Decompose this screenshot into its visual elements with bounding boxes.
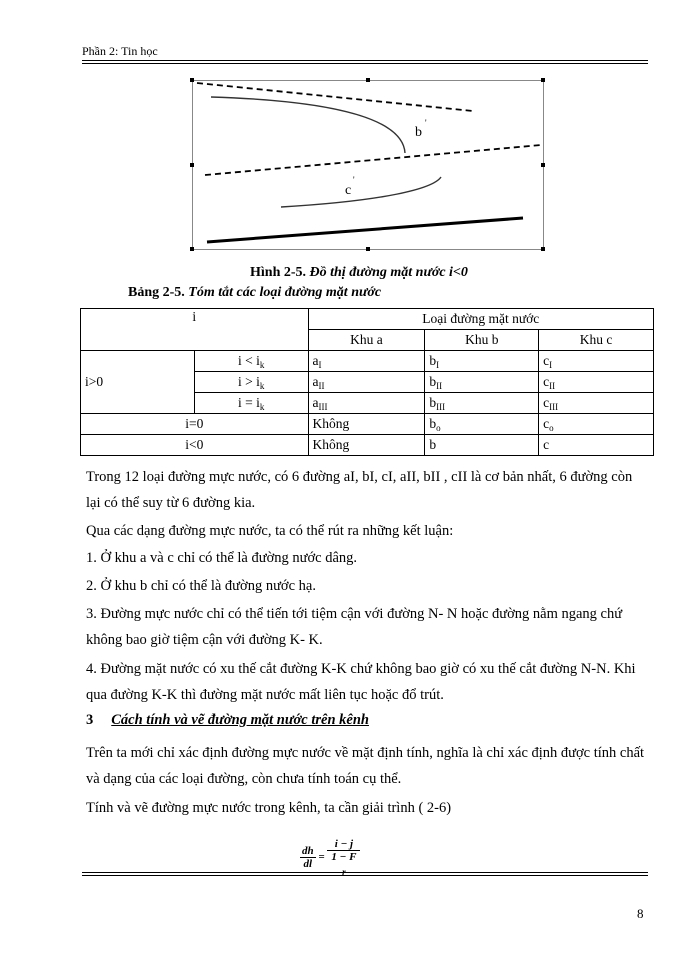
figure-drawing: [193, 81, 543, 249]
table-row: [81, 309, 654, 330]
table-row: [81, 351, 654, 372]
header-khu-b: Khu b: [425, 330, 539, 351]
section-title: Cách tính và vẽ đường mặt nước trên kênh: [111, 712, 369, 728]
footer-rule-bottom: [82, 875, 648, 876]
header-rule-top: [82, 60, 648, 61]
dashed-line-lower: [205, 145, 541, 175]
figure-caption-number: Hình 2-5.: [250, 265, 307, 280]
curve-b: [211, 97, 405, 153]
section-number: 3: [86, 712, 94, 728]
cell-a: $a_{III}$: [308, 393, 425, 414]
cell-a: $a_I$: [308, 351, 425, 372]
cell-a: $a_{II}$: [308, 372, 425, 393]
cell-positive-i: i>0: [81, 351, 195, 414]
cell-b: $b_o$: [425, 414, 539, 435]
cell-b: $b_I$: [425, 351, 539, 372]
footer-rule-top: [82, 872, 648, 873]
table-row: [81, 435, 654, 456]
table-caption: [128, 285, 381, 301]
paragraph: Qua các dạng đường mực nước, ta có thể rút ra những kết luận:: [86, 523, 454, 539]
curve-label-b-prime: ': [425, 118, 427, 128]
header-group: Loại đường mặt nước: [308, 309, 653, 330]
formula-lhs: $\frac{dh}{dl}$: [302, 845, 314, 870]
channel-bed-line: [207, 218, 523, 242]
cell-condition: $i = i_k$: [194, 393, 308, 414]
cell-c: $c_{II}$: [539, 372, 654, 393]
curve-label-c: c: [345, 183, 352, 198]
cell-neg-i: i<0: [81, 435, 309, 456]
cell-condition: $i < i_k$: [194, 351, 308, 372]
cell-b: $b_{II}$: [425, 372, 539, 393]
cell-a: Không: [308, 414, 425, 435]
header-khu-c: Khu c: [539, 330, 654, 351]
table-caption-number: Bảng 2-5.: [128, 285, 185, 300]
cell-b: b: [425, 435, 539, 456]
paragraph: Trên ta mới chỉ xác định đường mực nước về mặt định tính, nghĩa là chỉ xác định được tính chất và dạng của các loại đường, còn chưa tính toán cụ thể.: [86, 745, 645, 787]
formula-equals: =: [318, 851, 325, 864]
dashed-line-upper: [197, 83, 473, 111]
curve-label-b: b: [415, 125, 422, 140]
page-header: Phần 2: Tin học: [82, 44, 158, 58]
paragraph: 4. Đường mặt nước có xu thế cắt đường K-K chứ không bao giờ có xu thế cắt đường N-N. Khi qua đường K-K thì đường mặt nước mất liên tục hoặc đổ trút.: [86, 661, 636, 703]
curve-c: [281, 177, 441, 207]
header-khu-a: Khu a: [308, 330, 425, 351]
table-caption-text: Tóm tắt các loại đường mặt nước: [188, 285, 382, 300]
water-surface-table: [80, 308, 654, 456]
paragraph: 3. Đường mực nước chỉ có thể tiến tới tiệm cận với đường N- N hoặc đường nằm ngang chứ không bao giờ tiệm cận với đường K- K.: [86, 606, 623, 648]
cell-b: $b_{III}$: [425, 393, 539, 414]
figure-caption-text: Đồ thị đường mặt nước i<0: [309, 265, 468, 280]
figure-caption: [250, 265, 468, 281]
header-i: i: [81, 309, 309, 351]
cell-zero-i: i=0: [81, 414, 309, 435]
paragraph: 1. Ở khu a và c chỉ có thể là đường nước dâng.: [86, 550, 358, 566]
cell-condition: $i > i_k$: [194, 372, 308, 393]
cell-c: $c_{III}$: [539, 393, 654, 414]
paragraph: Trong 12 loại đường mực nước, có 6 đường aI, bI, cI, aII, bII , cII là cơ bản nhất, 6 đường còn lại có thể suy từ 6 đường kia.: [86, 469, 633, 511]
cell-c: c: [539, 435, 654, 456]
paragraph: Tính và vẽ đường mực nước trong kênh, ta cần giải trình ( 2-6): [86, 800, 452, 816]
paragraph: 2. Ở khu b chỉ có thể là đường nước hạ.: [86, 578, 316, 594]
cell-a: Không: [308, 435, 425, 456]
formula-rhs: i − j 1 − F $_r$: [327, 838, 360, 877]
cell-c: $c_I$: [539, 351, 654, 372]
water-surface-figure: [192, 80, 544, 250]
header-rule-bottom: [82, 63, 648, 64]
table-row: [81, 414, 654, 435]
curve-label-c-prime: ': [353, 175, 355, 185]
cell-c: $c_o$: [539, 414, 654, 435]
page-number: 8: [637, 906, 644, 921]
section-heading: [86, 712, 369, 729]
